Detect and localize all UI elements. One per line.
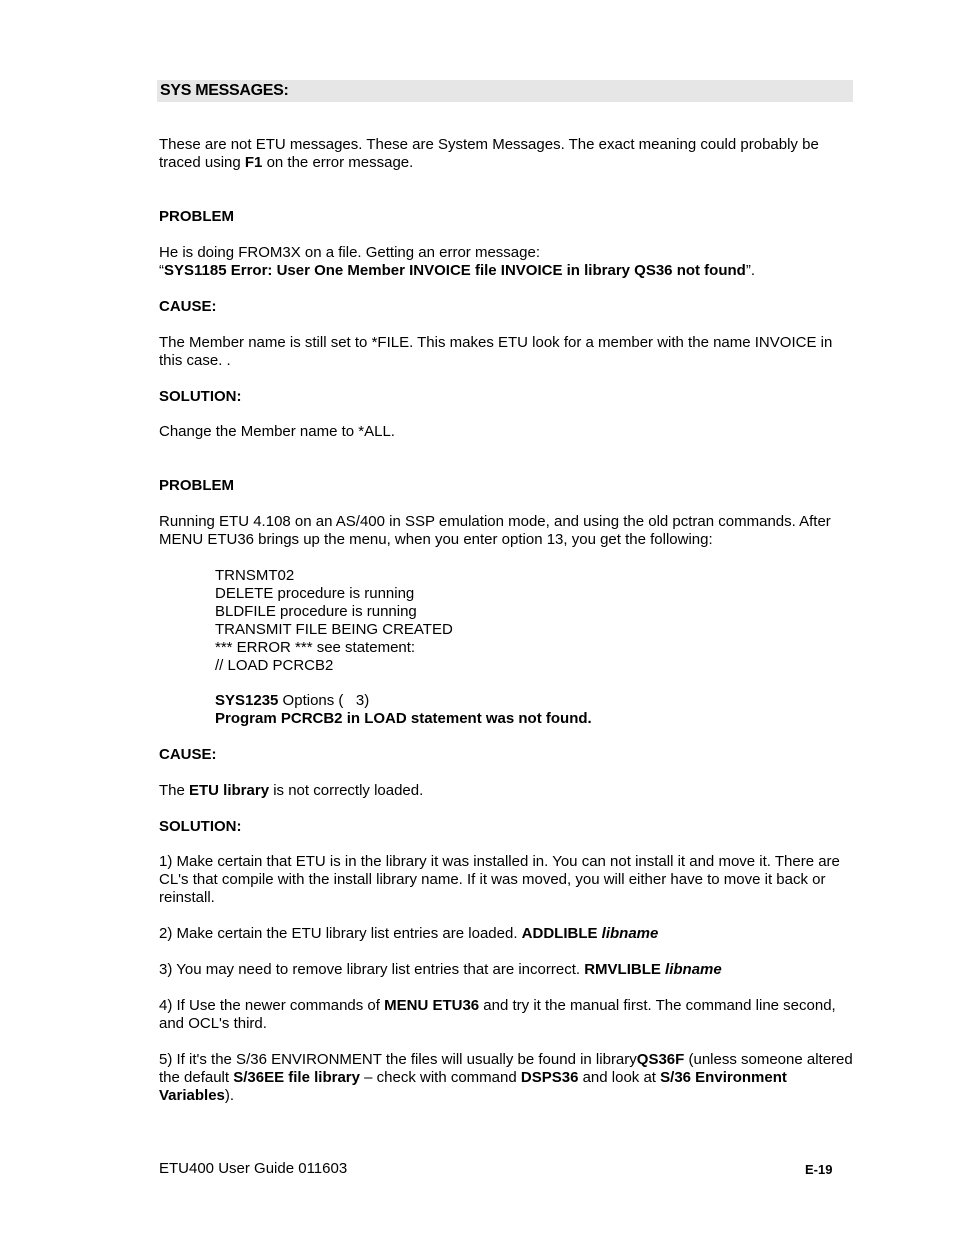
problem2-description: Running ETU 4.108 on an AS/400 in SSP emulation mode, and using the old pctran commands. After MENU ETU36 brings up the menu, when you enter option 13, you get the following:: [159, 513, 831, 548]
solution-step-5: 5) If it's the S/36 ENVIRONMENT the files will usually be found in libraryQS36F (unless someone altered the default S/36EE file library – check with command DSPS36 and look at S/36 Environment Variables).: [159, 1051, 853, 1104]
footer-page-number: E-19: [805, 1162, 833, 1177]
screen-line: TRNSMT02: [215, 567, 295, 584]
error-message: SYS1185 Error: User One Member INVOICE file INVOICE in library QS36 not found: [164, 262, 746, 279]
solution-step-2: 2) Make certain the ETU library list entries are loaded. ADDLIBLE libname: [159, 925, 659, 942]
problem1-cause-heading: CAUSE:: [159, 298, 217, 315]
screen-line: DELETE procedure is running: [215, 585, 415, 602]
screen-line: // LOAD PCRCB2: [215, 657, 334, 674]
problem2-cause-heading: CAUSE:: [159, 746, 217, 763]
problem2-cause-text: The ETU library is not correctly loaded.: [159, 782, 424, 799]
problem1-heading: PROBLEM: [159, 208, 234, 225]
intro-paragraph: These are not ETU messages. These are System Messages. The exact meaning could probably be traced using F1 on the error message.: [159, 136, 819, 171]
solution-step-3: 3) You may need to remove library list entries that are incorrect. RMVLIBLE libname: [159, 961, 722, 978]
sys1235-message: SYS1235 Options ( 3) Program PCRCB2 in LOAD statement was not found.: [215, 692, 815, 728]
f1-key: F1: [244, 154, 263, 171]
solution-step-4: 4) If Use the newer commands of MENU ETU36 and try it the manual first. The command line second, and OCL's third.: [159, 997, 836, 1032]
problem1-description: He is doing FROM3X on a file. Getting an error message: “SYS1185 Error: User One Member INVOICE file INVOICE in library QS36 not found”.: [159, 244, 755, 279]
footer-document-title: ETU400 User Guide 011603: [159, 1160, 348, 1177]
screen-line: BLDFILE procedure is running: [215, 603, 417, 620]
screen-output: [215, 567, 815, 675]
sys-message-text: Program PCRCB2 in LOAD statement was not found.: [215, 710, 592, 727]
screen-line: *** ERROR *** see statement:: [215, 639, 416, 656]
section-title: SYS MESSAGES:: [160, 82, 289, 99]
problem1-solution-heading: SOLUTION:: [159, 388, 242, 405]
solution-step-1: 1) Make certain that ETU is in the library it was installed in. You can not install it and move it. There are CL's that compile with the install library name. If it was moved, you will either have to move it back or reinstall.: [159, 853, 840, 906]
problem1-solution-text: Change the Member name to *ALL.: [159, 423, 395, 440]
sys-code: SYS1235: [215, 692, 279, 709]
screen-line: TRANSMIT FILE BEING CREATED: [215, 621, 453, 638]
problem2-heading: PROBLEM: [159, 477, 234, 494]
problem2-solution-heading: SOLUTION:: [159, 818, 242, 835]
problem1-cause-text: The Member name is still set to *FILE. This makes ETU look for a member with the name INVOICE in this case. .: [159, 334, 833, 369]
